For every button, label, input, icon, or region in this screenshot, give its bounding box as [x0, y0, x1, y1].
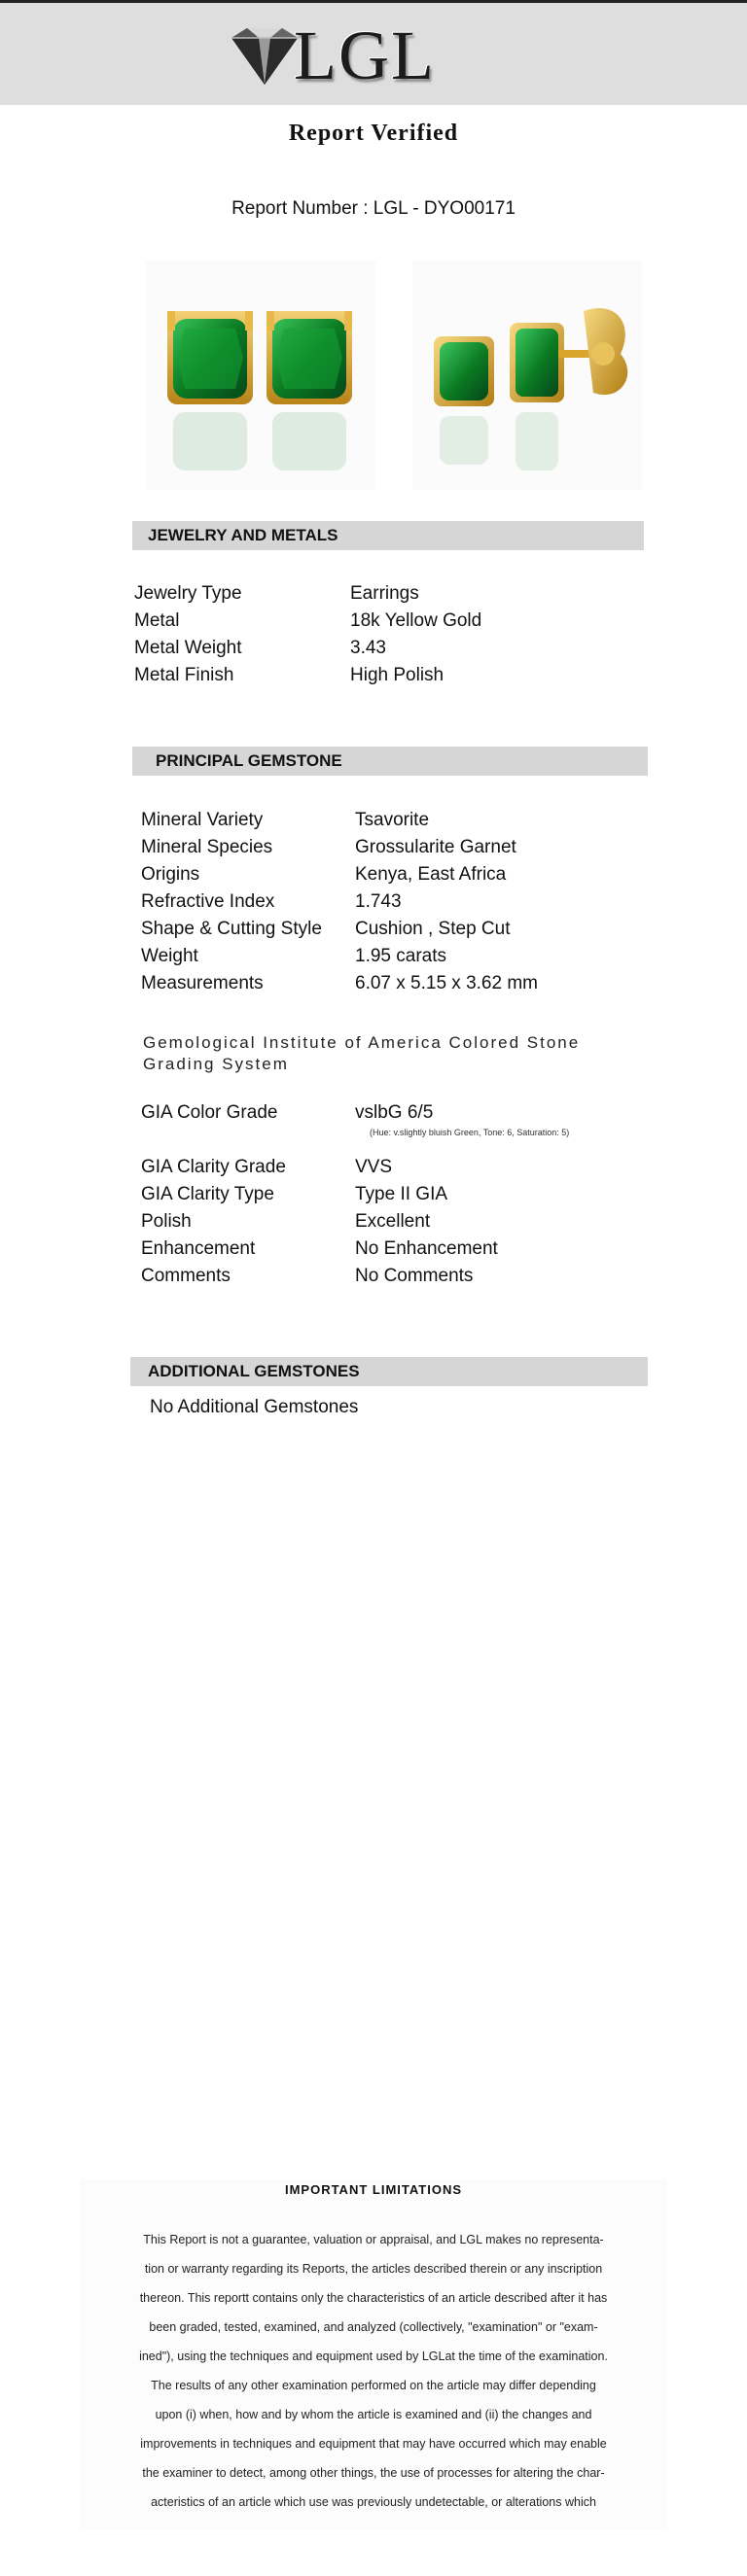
detail-label: Shape & Cutting Style	[141, 919, 322, 939]
additional-gemstones-text: No Additional Gemstones	[150, 1397, 359, 1417]
gia-grading-title: Gemological Institute of America Colored Stone Grading System	[143, 1033, 581, 1073]
detail-label: Metal	[134, 610, 180, 631]
logo-wordmark: LGL	[294, 17, 436, 94]
detail-label: Refractive Index	[141, 891, 275, 912]
section-heading-additional: ADDITIONAL GEMSTONES	[130, 1357, 648, 1386]
detail-value: Kenya, East Africa	[355, 864, 507, 885]
detail-value: No Comments	[355, 1266, 474, 1286]
detail-value: 1.743	[355, 891, 402, 912]
product-photo-front	[146, 261, 375, 490]
detail-label: Polish	[141, 1211, 192, 1232]
detail-label: GIA Clarity Grade	[141, 1157, 286, 1177]
detail-value: VVS	[355, 1157, 393, 1177]
detail-value: 3.43	[350, 638, 386, 658]
detail-value: Type II GIA	[355, 1184, 448, 1204]
detail-label: GIA Color Grade	[141, 1102, 278, 1123]
detail-label: GIA Clarity Type	[141, 1184, 274, 1204]
report-number: Report Number : LGL - DYO00171	[231, 198, 516, 219]
section-heading-principal: PRINCIPAL GEMSTONE	[132, 747, 648, 776]
hue-note: (Hue: v.slightly bluish Green, Tone: 6, Saturation: 5)	[370, 1128, 570, 1137]
section-heading-jewelry: JEWELRY AND METALS	[132, 521, 644, 550]
detail-label: Enhancement	[141, 1238, 256, 1259]
limitations-line: the examiner to detect, among other things, the use of processes for altering the char-	[142, 2466, 605, 2480]
detail-value: Excellent	[355, 1211, 431, 1232]
limitations-line: improvements in techniques and equipment that may have occurred which may enable	[140, 2437, 607, 2451]
header	[0, 0, 747, 105]
limitations-line: The results of any other examination performed on the article may differ depending	[151, 2379, 596, 2392]
product-photo-side	[412, 261, 642, 490]
limitations-line: acteristics of an article which use was previously undetectable, or alterations which	[151, 2495, 596, 2509]
detail-label: Comments	[141, 1266, 231, 1286]
detail-label: Weight	[141, 946, 198, 966]
detail-label: Jewelry Type	[134, 583, 242, 604]
detail-value: Tsavorite	[355, 810, 430, 830]
detail-value: 6.07 x 5.15 x 3.62 mm	[355, 973, 538, 993]
detail-label: Origins	[141, 864, 200, 885]
page-title: Report Verified	[288, 121, 459, 146]
detail-value: High Polish	[350, 665, 445, 685]
limitations-text	[101, 2225, 646, 2517]
detail-value: vslbG 6/5	[355, 1102, 434, 1123]
detail-label: Metal Weight	[134, 638, 242, 658]
detail-label: Measurements	[141, 973, 264, 993]
limitations-line: upon (i) when, how and by whom the article is examined and (ii) the changes and	[155, 2408, 592, 2421]
detail-value: Cushion , Step Cut	[355, 919, 511, 939]
limitations-line: ined"), using the techniques and equipment used by LGLat the time of the examination.	[139, 2350, 608, 2363]
limitations-line: This Report is not a guarantee, valuation or appraisal, and LGL makes no representa-	[143, 2233, 604, 2246]
detail-value: Earrings	[350, 583, 419, 604]
detail-label: Mineral Species	[141, 837, 273, 857]
limitations-heading: IMPORTANT LIMITATIONS	[284, 2182, 463, 2197]
limitations-line: thereon. This reportt contains only the characteristics of an article described after it has	[139, 2291, 608, 2305]
detail-value: 1.95 carats	[355, 946, 446, 966]
lgl-logo	[226, 17, 479, 94]
limitations-line: tion or warranty regarding its Reports, the articles described therein or any inscription	[144, 2262, 603, 2276]
limitations-line: been graded, tested, examined, and analyzed (collectively, "examination" or "exam-	[149, 2320, 598, 2334]
detail-value: Grossularite Garnet	[355, 837, 516, 857]
detail-label: Mineral Variety	[141, 810, 264, 830]
detail-value: No Enhancement	[355, 1238, 498, 1259]
detail-value: 18k Yellow Gold	[350, 610, 482, 631]
detail-label: Metal Finish	[134, 665, 234, 685]
diamond-icon	[226, 26, 303, 87]
